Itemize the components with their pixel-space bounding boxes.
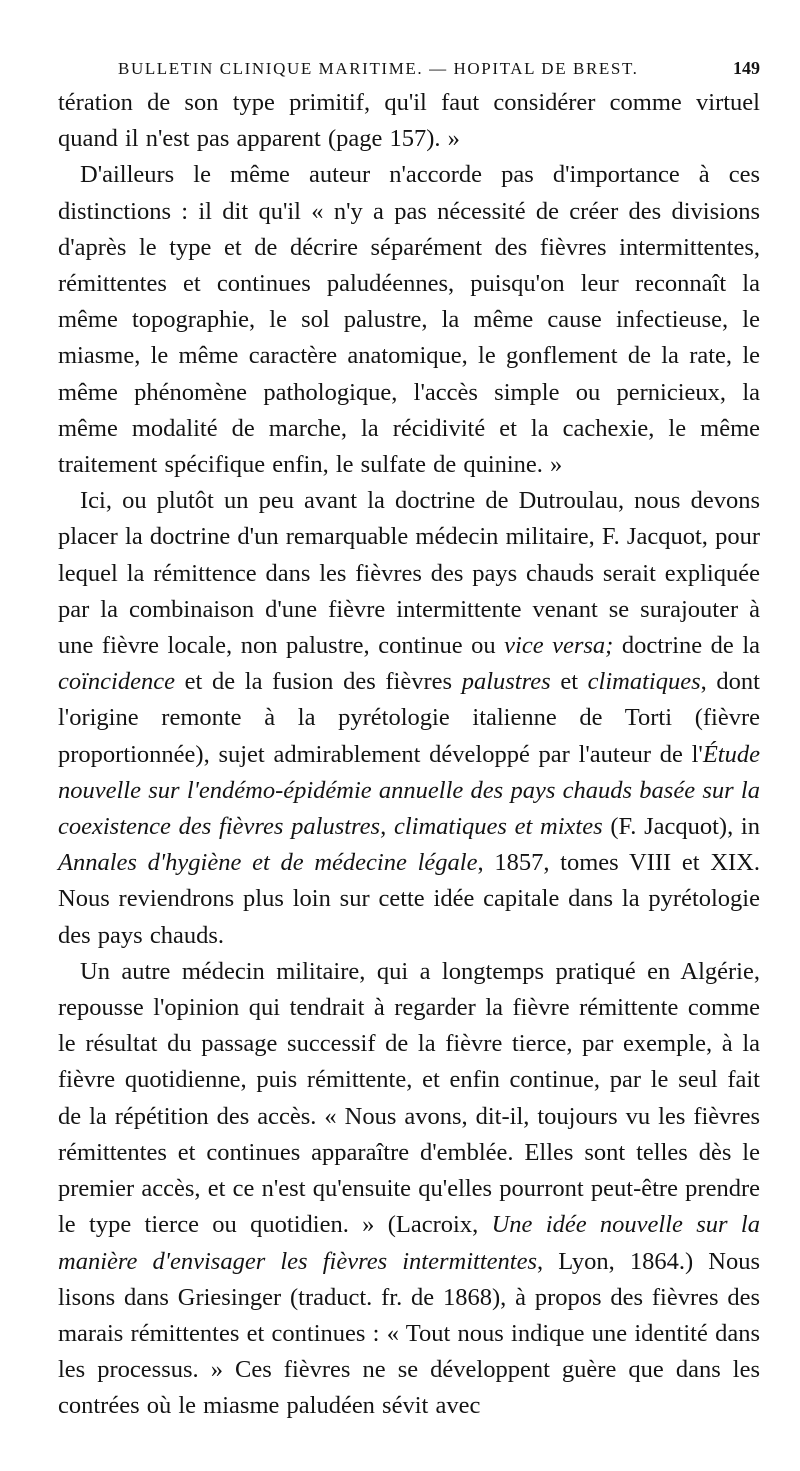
- text-run: Ici, ou plutôt un peu avant la doctrine de Dutroulau, nous devons placer la doctrine d'un remarquable médecin militaire, F. Jacquot, pour lequel la rémittence dans les fièvres des pays chauds serait expliquée par la combinaison d'une fièvre intermittente venant se surajouter à une fièvre locale, non palustre, continue ou: [58, 487, 760, 660]
- text-run: , Lyon, 1864.) Nous lisons dans Griesinger (traduct. fr. de 1868), à propos des fièvres des marais rémittentes et continues : « Tout nous indique une identité dans les processus. » Ces fièvres ne se développent guère que dans les contrées où le miasme paludéen sévit avec: [58, 1247, 761, 1420]
- text-run: D'ailleurs le même auteur n'accorde pas d'importance à ces distinctions : il dit qu'il « n'y a pas nécessité de créer des divisions d'après le type et de décrire séparément des fièvres intermittentes, rémittentes et continues paludéennes, puisqu'on leur reconnaît la même topographie, le sol palustre, la même cause infectieuse, le miasme, le même caractère anatomique, le gonflement de la rate, le même phénomène pathologique, l'accès simple ou pernicieux, la même modalité de marche, la récidivité et la cachexie, le même traitement spécifique enfin, le sulfate de quinine. »: [58, 161, 760, 479]
- text-run: tération de son type primitif, qu'il faut considérer comme virtuel quand il n'est pas apparent (page 157). »: [58, 89, 760, 153]
- text-run: et: [550, 668, 588, 696]
- paragraph: [58, 85, 760, 157]
- text-run: doctrine de la: [613, 632, 761, 660]
- running-header: [58, 58, 760, 79]
- italic-text: climatiques: [587, 668, 701, 696]
- text-run: et de la fusion des fièvres: [175, 668, 462, 696]
- text-run: (F. Jacquot), in: [602, 813, 760, 841]
- italic-text: coïncidence: [58, 668, 175, 696]
- italic-text: Annales d'hygiène et de médecine légale: [58, 849, 478, 877]
- italic-text: palustres: [461, 668, 551, 696]
- running-title: BULLETIN CLINIQUE MARITIME. — HOPITAL DE BREST.: [118, 59, 639, 78]
- text-run: , 1857, tomes VIII et XIX. Nous reviendrons plus loin sur cette idée capitale dans la pyrétologie des pays chauds.: [58, 849, 760, 949]
- text-run: , dont l'origine remonte à la pyrétologie italienne de Torti (fièvre proportionnée), sujet admirablement développé par l'auteur de l': [58, 668, 760, 768]
- paragraph: [58, 954, 760, 1425]
- page-number: 149: [733, 58, 760, 78]
- italic-text: Étude nouvelle sur l'endémo-épidémie annuelle des pays chauds basée sur la coexistence des fièvres palustres, climatiques et mixtes: [58, 740, 760, 841]
- paragraph: [58, 157, 760, 483]
- italic-text: vice versa;: [504, 632, 614, 660]
- body-text: [58, 85, 760, 1425]
- text-run: Un autre médecin militaire, qui a longtemps pratiqué en Algérie, repousse l'opinion qui tendrait à regarder la fièvre rémittente comme le résultat du passage successif de la fièvre tierce, par exemple, à la fièvre quotidienne, puis rémittente, et enfin continue, par le seul fait de la répétition des accès. « Nous avons, dit-il, toujours vu les fièvres rémittentes et continues apparaître d'emblée. Elles sont telles dès le premier accès, et ce n'est qu'ensuite qu'elles pourront peut-être prendre le type tierce ou quotidien. » (Lacroix,: [58, 957, 760, 1239]
- italic-text: Une idée nouvelle sur la manière d'envisager les fièvres intermittentes: [58, 1211, 760, 1275]
- paragraph: [58, 483, 760, 954]
